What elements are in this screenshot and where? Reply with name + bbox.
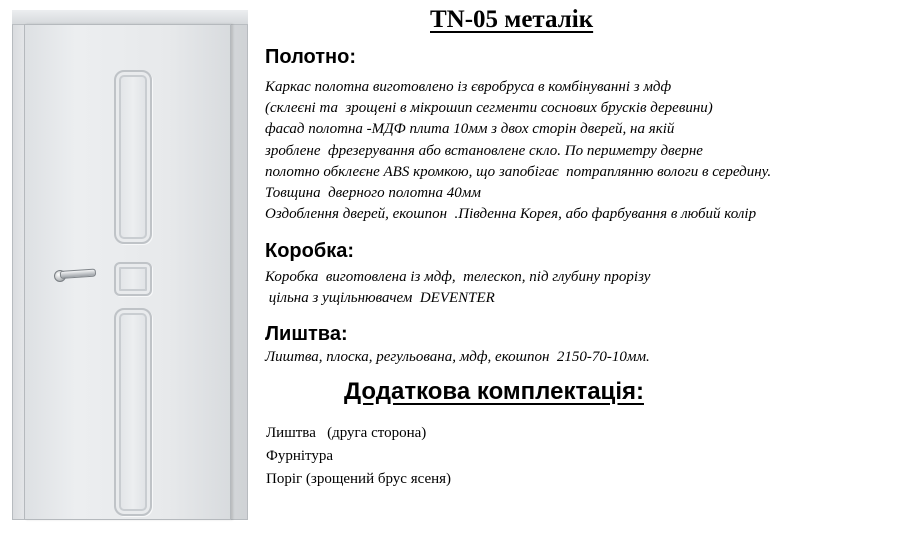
list-item: Лиштва (друга сторона): [266, 425, 427, 441]
section-heading-lyshtva: Лиштва:: [265, 323, 348, 345]
door-panel-bottom: [114, 308, 152, 516]
section-text-lyshtva: [265, 347, 650, 368]
extras-list: [266, 422, 451, 491]
door-leaf: [24, 24, 231, 520]
list-item: Поріг (зрощений брус ясеня): [266, 471, 452, 487]
product-title: TN-05 металік: [430, 6, 594, 33]
text-line: цільна з ущільнювачем DEVENTER: [265, 290, 495, 307]
text-line: Лиштва, плоска, регульована, мдф, екошпон 2150-70-10мм.: [265, 349, 650, 365]
door-panel-top: [114, 70, 152, 244]
list-item: Фурнітура: [266, 448, 334, 464]
section-text-korobka: [265, 267, 650, 309]
text-line: зроблене фрезерування або встановлене скло. По периметру дверне: [265, 142, 703, 159]
text-line: Товщина дверного полотна 40мм: [265, 185, 481, 202]
text-line: полотно обклеєне ABS кромкою, що запобігає потраплянню вологи в середину.: [265, 163, 772, 180]
text-line: Оздоблення дверей, екошпон .Південна Корея, або фарбування в любий колір: [265, 206, 757, 223]
door-handle-icon: [60, 268, 96, 278]
section-text-polotno: [265, 77, 771, 225]
door-panel-middle: [114, 262, 152, 296]
text-line: (склеєні та зрощені в мікрошип сегменти соснових брусків деревини): [265, 100, 713, 117]
section-heading-korobka: Коробка:: [265, 240, 355, 262]
section-heading-polotno: Полотно:: [265, 46, 357, 68]
text-line: фасад полотна -МДФ плита 10мм з двох сторін дверей, на якій: [265, 121, 675, 138]
text-line: Каркас полотна виготовлено із євробруса в комбінуванні з мдф: [265, 79, 672, 95]
extras-heading: Додаткова комплектація:: [344, 378, 644, 405]
text-line: Коробка виготовлена із мдф, телескоп, під глубину прорізу: [265, 269, 651, 285]
